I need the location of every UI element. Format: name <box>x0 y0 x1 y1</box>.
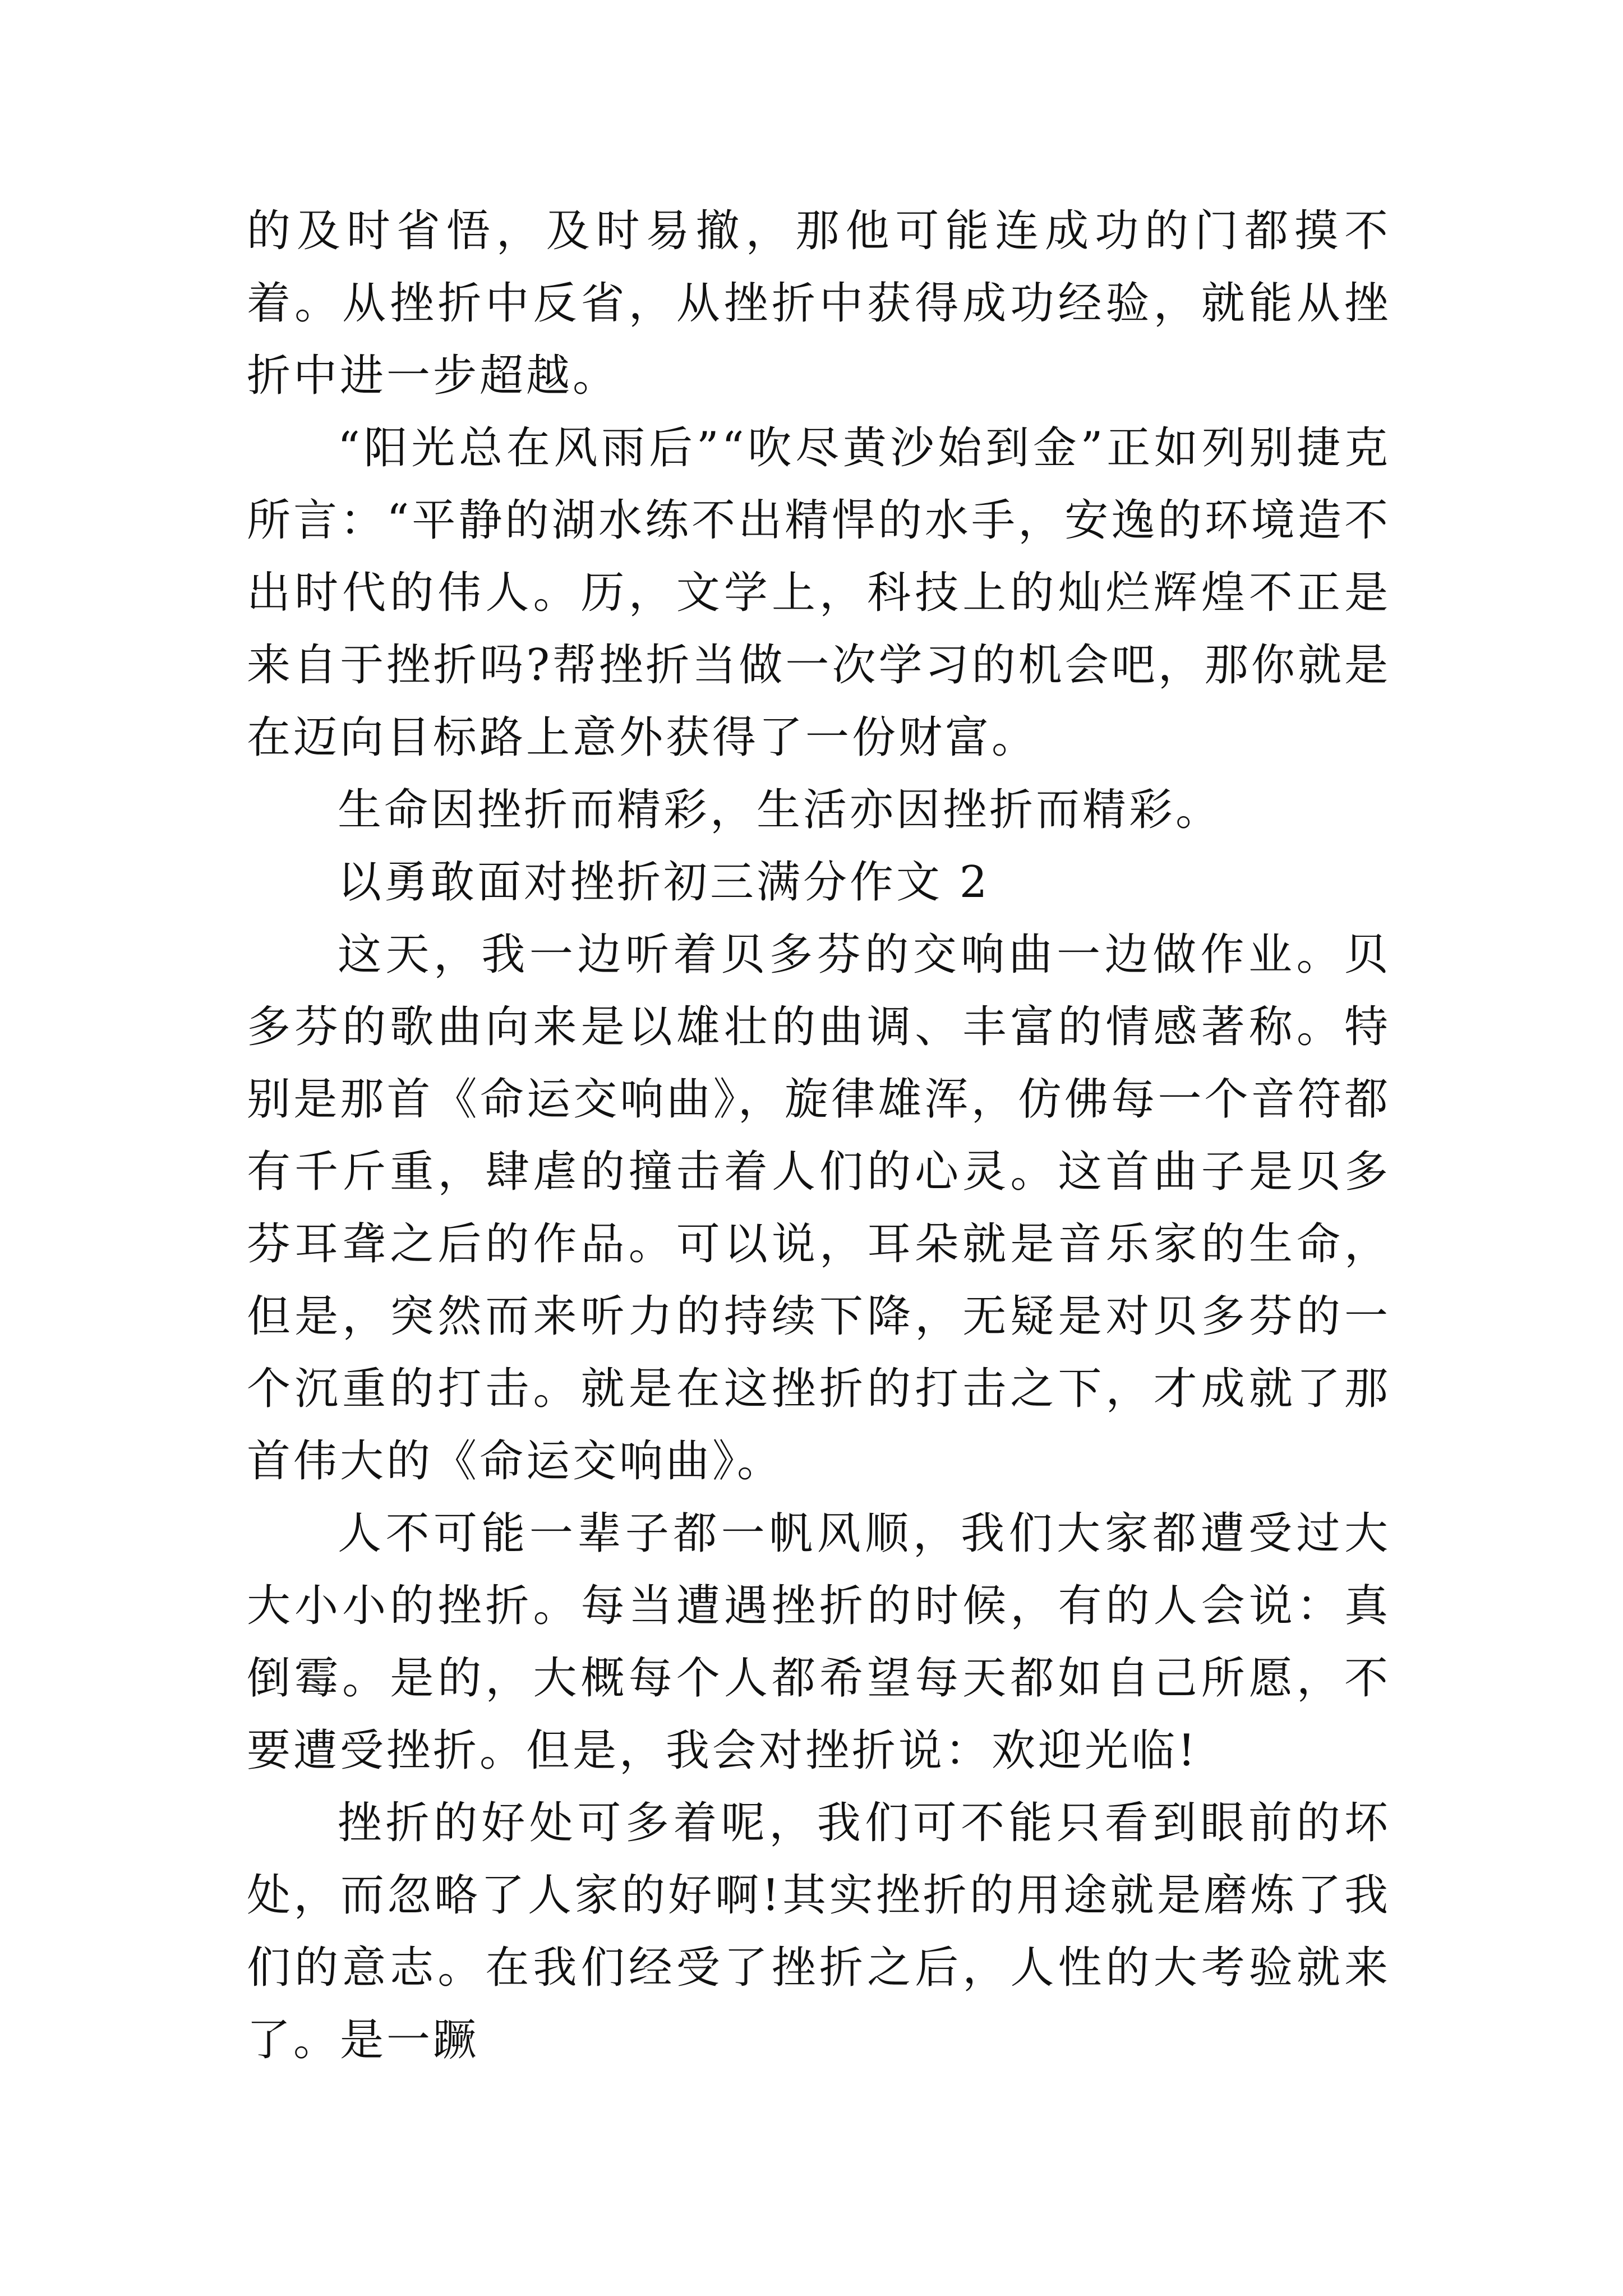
article-body <box>247 195 1391 2077</box>
section-heading: 以勇敢面对挫折初三满分作文 2 <box>338 857 990 908</box>
paragraph: 生命因挫折而精彩，生活亦因挫折而精彩。 <box>338 785 1223 835</box>
paragraph: 这天，我一边听着贝多芬的交响曲一边做作业。贝多芬的歌曲向来是以雄壮的曲调、丰富的情感著称。特别是那首《命运交响曲》，旋律雄浑，仿佛每一个音符都有千斤重，肆虐的撞击着人们的心灵。这首曲子是贝多芬耳聋之后的作品。可以说，耳朵就是音乐家的生命，但是，突然而来听力的持续下降，无疑是对贝多芬的一个沉重的打击。就是在这挫折的打击之下，才成就了那首伟大的《命运交响曲》。 <box>247 930 1391 1487</box>
paragraph: “阳光总在风雨后”“吹尽黄沙始到金”正如列别捷克所言：“平静的湖水练不出精悍的水手，安逸的环境造不出时代的伟人。历，文学上，科技上的灿烂辉煌不正是来自于挫折吗?帮挫折当做一次学习的机会吧，那你就是在迈向目标路上意外获得了一份财富。 <box>247 423 1391 763</box>
paragraph-continuation: 的及时省悟，及时易撤，那他可能连成功的门都摸不着。从挫折中反省，从挫折中获得成功经验，就能从挫折中进一步超越。 <box>247 206 1391 401</box>
paragraph: 人不可能一辈子都一帆风顺，我们大家都遭受过大大小小的挫折。每当遭遇挫折的时候，有的人会说：真倒霉。是的，大概每个人都希望每天都如自己所愿，不要遭受挫折。但是，我会对挫折说：欢迎光临! <box>247 1508 1391 1776</box>
paragraph: 挫折的好处可多着呢，我们可不能只看到眼前的坏处，而忽略了人家的好啊!其实挫折的用途就是磨炼了我们的意志。在我们经受了挫折之后，人性的大考验就来了。是一蹶 <box>247 1798 1391 2065</box>
